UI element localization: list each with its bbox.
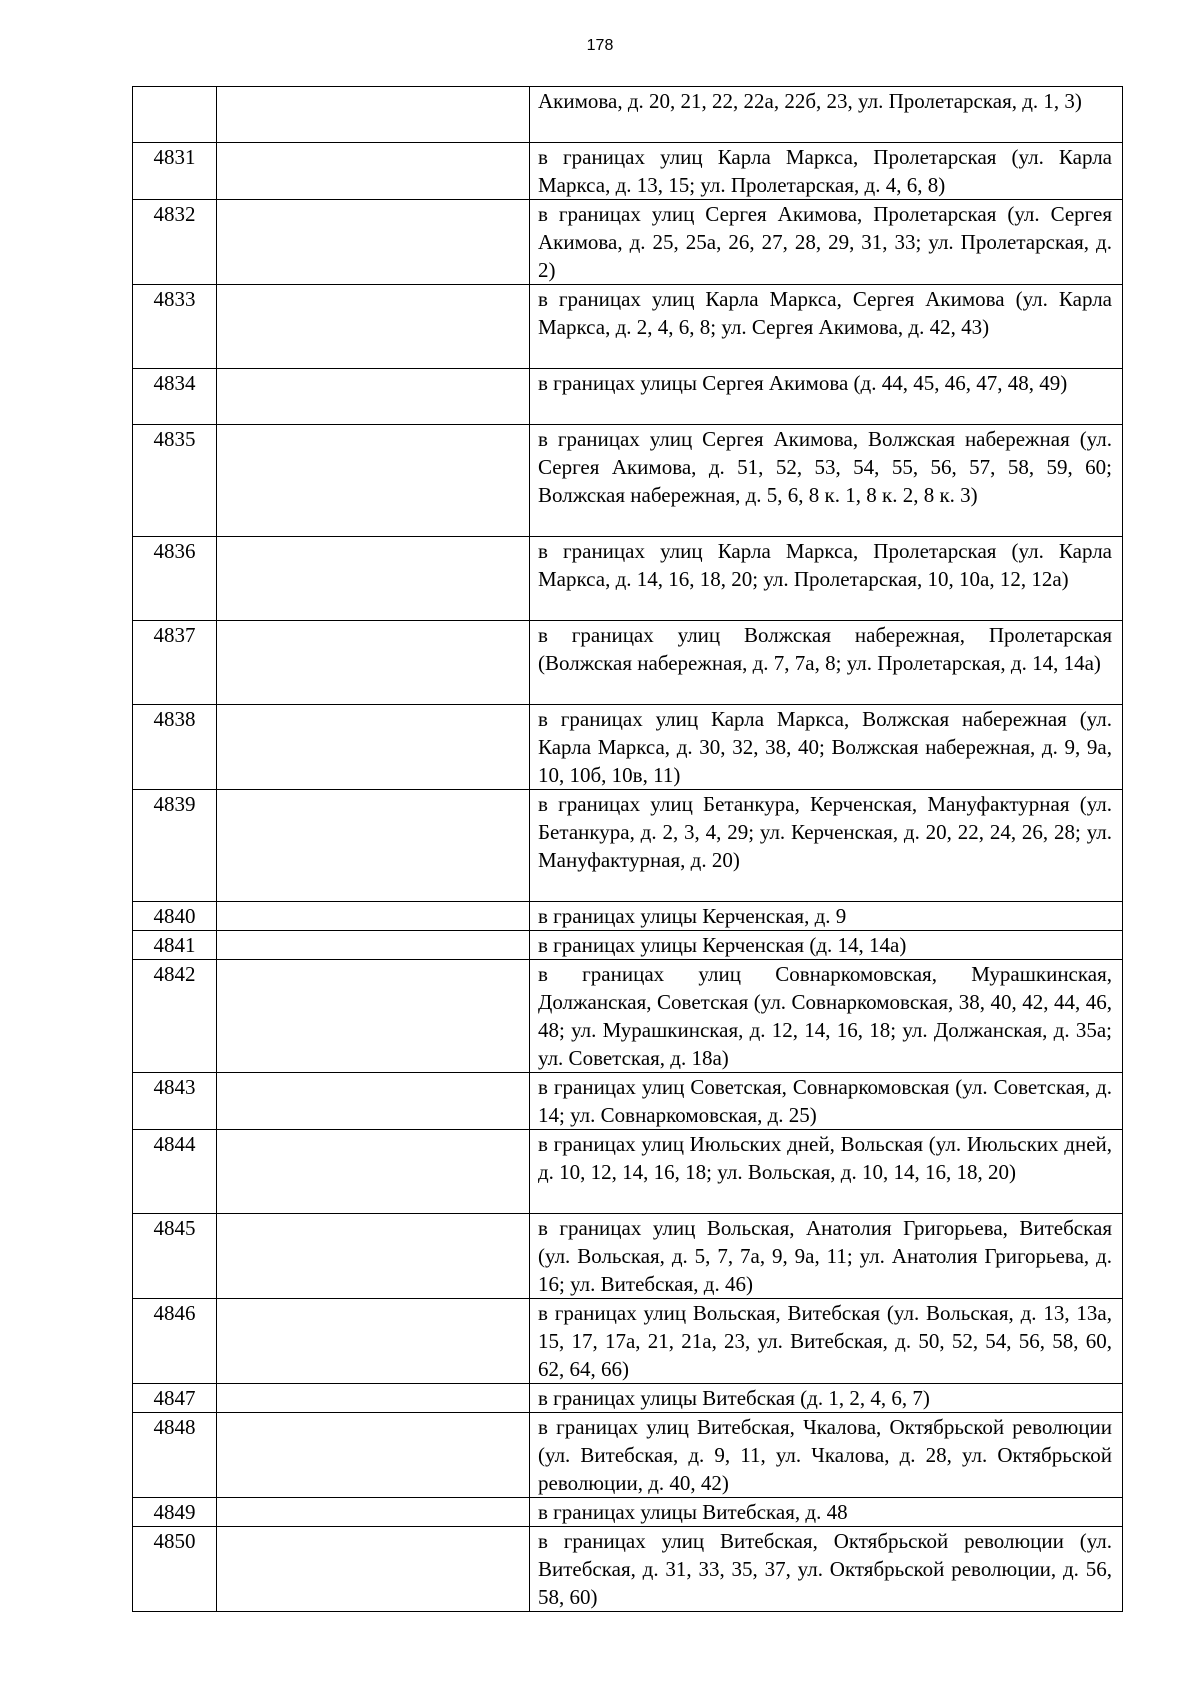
- empty-cell: [217, 1527, 530, 1612]
- table-row: [133, 705, 1123, 790]
- boundary-description-cell: [530, 87, 1123, 143]
- table-row: [133, 790, 1123, 902]
- table-row: [133, 1214, 1123, 1299]
- table-body: [133, 87, 1123, 1612]
- boundary-description-cell: [530, 1527, 1123, 1612]
- boundary-description-cell: [530, 1073, 1123, 1130]
- row-number-cell: [133, 87, 217, 143]
- empty-cell: [217, 87, 530, 143]
- empty-cell: [217, 1498, 530, 1527]
- row-number-cell: 4846: [133, 1299, 217, 1384]
- row-number-cell: 4839: [133, 790, 217, 902]
- boundary-description-text: в границах улицы Сергея Акимова (д. 44, 45, 46, 47, 48, 49): [538, 371, 1068, 395]
- row-number-cell: 4841: [133, 931, 217, 960]
- row-number-cell: 4832: [133, 200, 217, 285]
- row-number-cell: 4838: [133, 705, 217, 790]
- boundary-description-cell: [530, 537, 1123, 621]
- boundary-description-text: Акимова, д. 20, 21, 22, 22а, 22б, 23, ул. Пролетарская, д. 1, 3): [538, 89, 1082, 113]
- boundary-description-text: в границах улиц Карла Маркса, Пролетарская (ул. Карла Маркса, д. 13, 15; ул. Пролетарская, д. 4, 6, 8): [538, 145, 1112, 197]
- boundary-description-text: в границах улиц Совнаркомовская, Мурашкинская, Должанская, Советская (ул. Совнаркомовская, 38, 40, 42, 44, 46, 48; ул. Мурашкинская, д. 12, 14, 16, 18; ул. Должанская, д. 35а; ул. Советская, д. 18а): [538, 962, 1112, 1070]
- boundary-description-text: в границах улиц Витебская, Октябрьской революции (ул. Витебская, д. 31, 33, 35, 37, ул. Октябрьской революции, д. 56, 58, 60): [538, 1529, 1112, 1609]
- boundary-description-text: в границах улиц Карла Маркса, Волжская набережная (ул. Карла Маркса, д. 30, 32, 38, 40; Волжская набережная, д. 9, 9а, 10, 10б, 10в, 11): [538, 707, 1112, 787]
- boundary-description-text: в границах улицы Керченская, д. 9: [538, 904, 847, 928]
- empty-cell: [217, 425, 530, 537]
- table-row: [133, 1384, 1123, 1413]
- table-row: [133, 87, 1123, 143]
- boundary-description-text: в границах улиц Бетанкура, Керченская, Мануфактурная (ул. Бетанкура, д. 2, 3, 4, 29; ул. Керченская, д. 20, 22, 24, 26, 28; ул. Мануфактурная, д. 20): [538, 792, 1112, 872]
- empty-cell: [217, 1214, 530, 1299]
- boundary-description-text: в границах улиц Вольская, Анатолия Григорьева, Витебская (ул. Вольская, д. 5, 7, 7а, 9, 9а, 11; ул. Анатолия Григорьева, д. 16; ул. Витебская, д. 46): [538, 1216, 1112, 1296]
- boundary-description-text: в границах улиц Сергея Акимова, Волжская набережная (ул. Сергея Акимова, д. 51, 52, 53, 54, 55, 56, 57, 58, 59, 60; Волжская набережная, д. 5, 6, 8 к. 1, 8 к. 2, 8 к. 3): [538, 427, 1112, 507]
- boundary-description-cell: [530, 960, 1123, 1073]
- table-row: [133, 931, 1123, 960]
- table-row: [133, 1073, 1123, 1130]
- row-number-cell: 4835: [133, 425, 217, 537]
- table-row: [133, 369, 1123, 425]
- boundary-description-text: в границах улицы Витебская, д. 48: [538, 1500, 848, 1524]
- table-row: [133, 425, 1123, 537]
- boundary-description-text: в границах улицы Витебская (д. 1, 2, 4, 6, 7): [538, 1386, 930, 1410]
- table-row: [133, 960, 1123, 1073]
- boundary-description-cell: [530, 902, 1123, 931]
- boundary-description-text: в границах улицы Керченская (д. 14, 14а): [538, 933, 907, 957]
- boundary-description-text: в границах улиц Июльских дней, Вольская (ул. Июльских дней, д. 10, 12, 14, 16, 18; ул. Вольская, д. 10, 14, 16, 18, 20): [538, 1132, 1112, 1184]
- row-number-cell: 4849: [133, 1498, 217, 1527]
- empty-cell: [217, 621, 530, 705]
- boundary-description-cell: [530, 1413, 1123, 1498]
- boundary-description-cell: [530, 143, 1123, 200]
- row-number-cell: 4831: [133, 143, 217, 200]
- row-number-cell: 4844: [133, 1130, 217, 1214]
- boundary-description-cell: [530, 369, 1123, 425]
- empty-cell: [217, 537, 530, 621]
- empty-cell: [217, 902, 530, 931]
- boundary-description-cell: [530, 705, 1123, 790]
- row-number-cell: 4833: [133, 285, 217, 369]
- table-row: [133, 285, 1123, 369]
- boundary-description-cell: [530, 1214, 1123, 1299]
- table-row: [133, 1130, 1123, 1214]
- row-number-cell: 4843: [133, 1073, 217, 1130]
- boundary-description-cell: [530, 425, 1123, 537]
- boundary-description-cell: [530, 621, 1123, 705]
- empty-cell: [217, 1413, 530, 1498]
- empty-cell: [217, 1384, 530, 1413]
- empty-cell: [217, 931, 530, 960]
- empty-cell: [217, 790, 530, 902]
- empty-cell: [217, 369, 530, 425]
- boundary-description-cell: [530, 1130, 1123, 1214]
- table-row: [133, 1299, 1123, 1384]
- row-number-cell: 4847: [133, 1384, 217, 1413]
- table-row: [133, 621, 1123, 705]
- row-number-cell: 4836: [133, 537, 217, 621]
- empty-cell: [217, 960, 530, 1073]
- boundary-description-text: в границах улиц Карла Маркса, Сергея Акимова (ул. Карла Маркса, д. 2, 4, 6, 8; ул. Сергея Акимова, д. 42, 43): [538, 287, 1112, 339]
- row-number-cell: 4850: [133, 1527, 217, 1612]
- boundary-description-cell: [530, 200, 1123, 285]
- boundary-description-text: в границах улиц Волжская набережная, Пролетарская (Волжская набережная, д. 7, 7а, 8; ул. Пролетарская, д. 14, 14а): [538, 623, 1112, 675]
- empty-cell: [217, 285, 530, 369]
- table-row: [133, 143, 1123, 200]
- table-row: [133, 1413, 1123, 1498]
- empty-cell: [217, 143, 530, 200]
- table-row: [133, 537, 1123, 621]
- page-number: 178: [586, 37, 614, 54]
- boundary-description-text: в границах улиц Сергея Акимова, Пролетарская (ул. Сергея Акимова, д. 25, 25а, 26, 27, 28, 29, 31, 33; ул. Пролетарская, д. 2): [538, 202, 1112, 282]
- table-row: [133, 902, 1123, 931]
- empty-cell: [217, 200, 530, 285]
- table-row: [133, 1498, 1123, 1527]
- row-number-cell: 4837: [133, 621, 217, 705]
- boundary-description-cell: [530, 931, 1123, 960]
- boundary-description-text: в границах улиц Советская, Совнаркомовская (ул. Советская, д. 14; ул. Совнаркомовская, д. 25): [538, 1075, 1112, 1127]
- empty-cell: [217, 1299, 530, 1384]
- boundary-description-cell: [530, 285, 1123, 369]
- boundary-description-text: в границах улиц Вольская, Витебская (ул. Вольская, д. 13, 13а, 15, 17, 17а, 21, 21а, 23, ул. Витебская, д. 50, 52, 54, 56, 58, 60, 62, 64, 66): [538, 1301, 1112, 1381]
- boundary-description-cell: [530, 1299, 1123, 1384]
- boundary-description-cell: [530, 1384, 1123, 1413]
- empty-cell: [217, 705, 530, 790]
- boundary-description-text: в границах улиц Витебская, Чкалова, Октябрьской революции (ул. Витебская, д. 9, 11, ул. Чкалова, д. 28, ул. Октябрьской революции, д. 40, 42): [538, 1415, 1112, 1495]
- empty-cell: [217, 1073, 530, 1130]
- empty-cell: [217, 1130, 530, 1214]
- boundary-description-cell: [530, 1498, 1123, 1527]
- row-number-cell: 4834: [133, 369, 217, 425]
- row-number-cell: 4840: [133, 902, 217, 931]
- address-table: [132, 86, 1123, 1612]
- row-number-cell: 4845: [133, 1214, 217, 1299]
- table-row: [133, 1527, 1123, 1612]
- boundary-description-cell: [530, 790, 1123, 902]
- row-number-cell: 4842: [133, 960, 217, 1073]
- boundary-description-text: в границах улиц Карла Маркса, Пролетарская (ул. Карла Маркса, д. 14, 16, 18, 20; ул. Пролетарская, 10, 10а, 12, 12а): [538, 539, 1112, 591]
- row-number-cell: 4848: [133, 1413, 217, 1498]
- table-row: [133, 200, 1123, 285]
